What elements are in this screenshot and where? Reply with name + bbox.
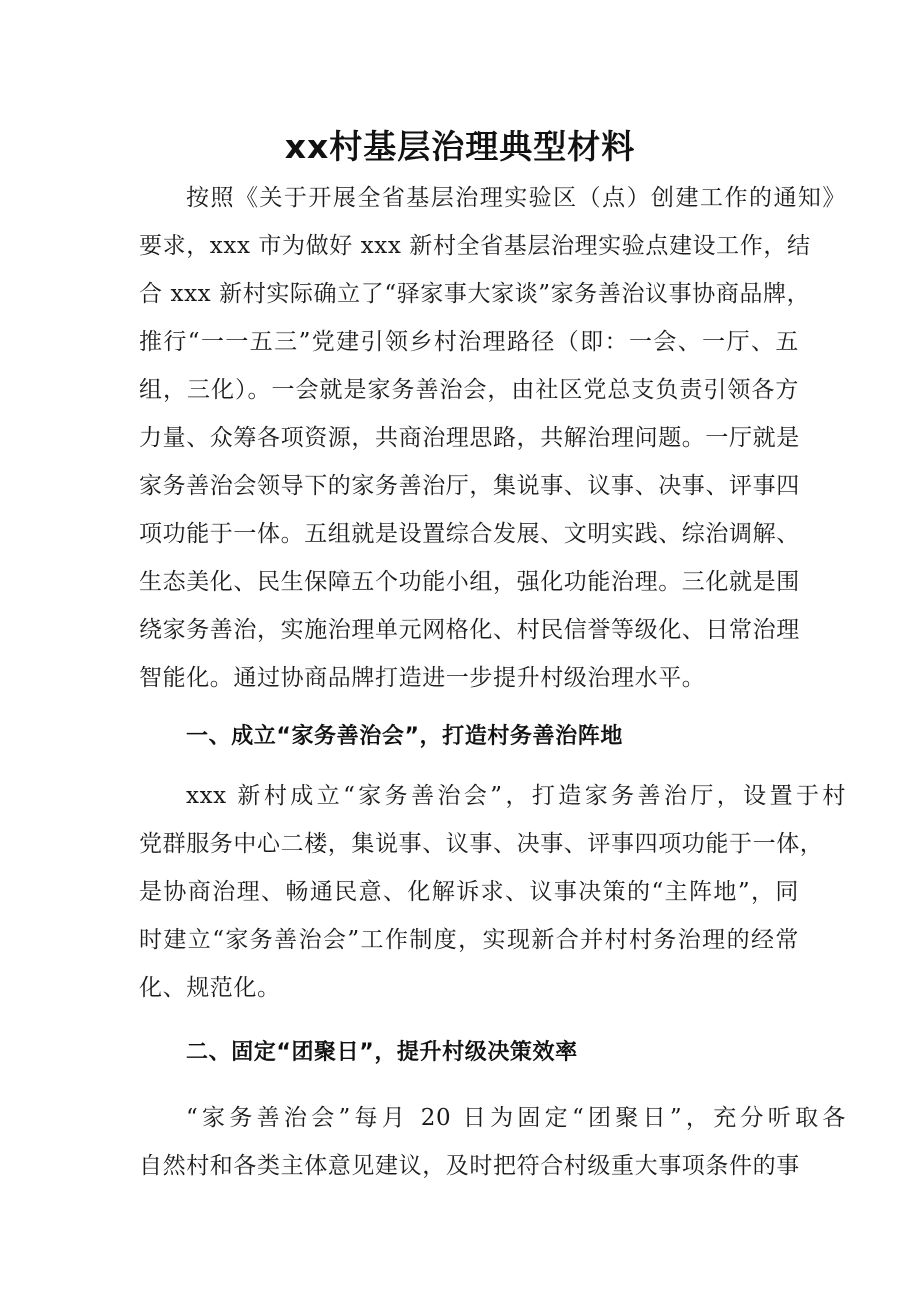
section-heading: 一、成立“家务善治会”，打造村务善治阵地	[186, 724, 623, 749]
paragraph-line: 力量、众筹各项资源，共商治理思路，共解治理问题。一厅就是	[139, 425, 800, 451]
paragraph-line: xxx 新村成立“家务善治会”，打造家务善治厅，设置于村	[186, 783, 846, 809]
paragraph-line: 按照《关于开展全省基层治理实验区（点）创建工作的通知》	[186, 185, 846, 211]
paragraph-line: 要求，xxx 市为做好 xxx 新村全省基层治理实验点建设工作，结	[139, 233, 811, 259]
paragraph-line: 生态美化、民生保障五个功能小组，强化功能治理。三化就是围	[139, 569, 800, 595]
paragraph-line: 是协商治理、畅通民意、化解诉求、议事决策的“主阵地”，同	[139, 879, 799, 905]
document-title: xx村基层治理典型材料	[284, 127, 636, 166]
section-heading: 二、固定“团聚日”，提升村级决策效率	[186, 1040, 578, 1065]
paragraph-line: 合 xxx 新村实际确立了“驿家事大家谈”家务善治议事协商品牌，	[139, 281, 811, 307]
paragraph-line: “家务善治会”每月 20 日为固定“团聚日”，充分听取各	[186, 1105, 846, 1131]
paragraph-line: 自然村和各类主体意见建议，及时把符合村级重大事项条件的事	[139, 1153, 800, 1179]
paragraph-line: 时建立“家务善治会”工作制度，实现新合并村村务治理的经常	[139, 927, 799, 953]
paragraph-line: 家务善治会领导下的家务善治厅，集说事、议事、决事、评事四	[139, 473, 800, 499]
paragraph-line: 组，三化）。一会就是家务善治会，由社区党总支负责引领各方	[139, 377, 799, 403]
paragraph-line: 项功能于一体。五组就是设置综合发展、文明实践、综治调解、	[139, 521, 800, 547]
paragraph-line: 化、规范化。	[139, 975, 281, 1001]
paragraph-line: 绕家务善治，实施治理单元网格化、村民信誉等级化、日常治理	[139, 617, 800, 643]
paragraph-line: 党群服务中心二楼，集说事、议事、决事、评事四项功能于一体，	[139, 831, 824, 857]
paragraph-line: 推行“一一五三”党建引领乡村治理路径（即：一会、一厅、五	[139, 329, 799, 355]
paragraph-line: 智能化。通过协商品牌打造进一步提升村级治理水平。	[139, 665, 706, 691]
